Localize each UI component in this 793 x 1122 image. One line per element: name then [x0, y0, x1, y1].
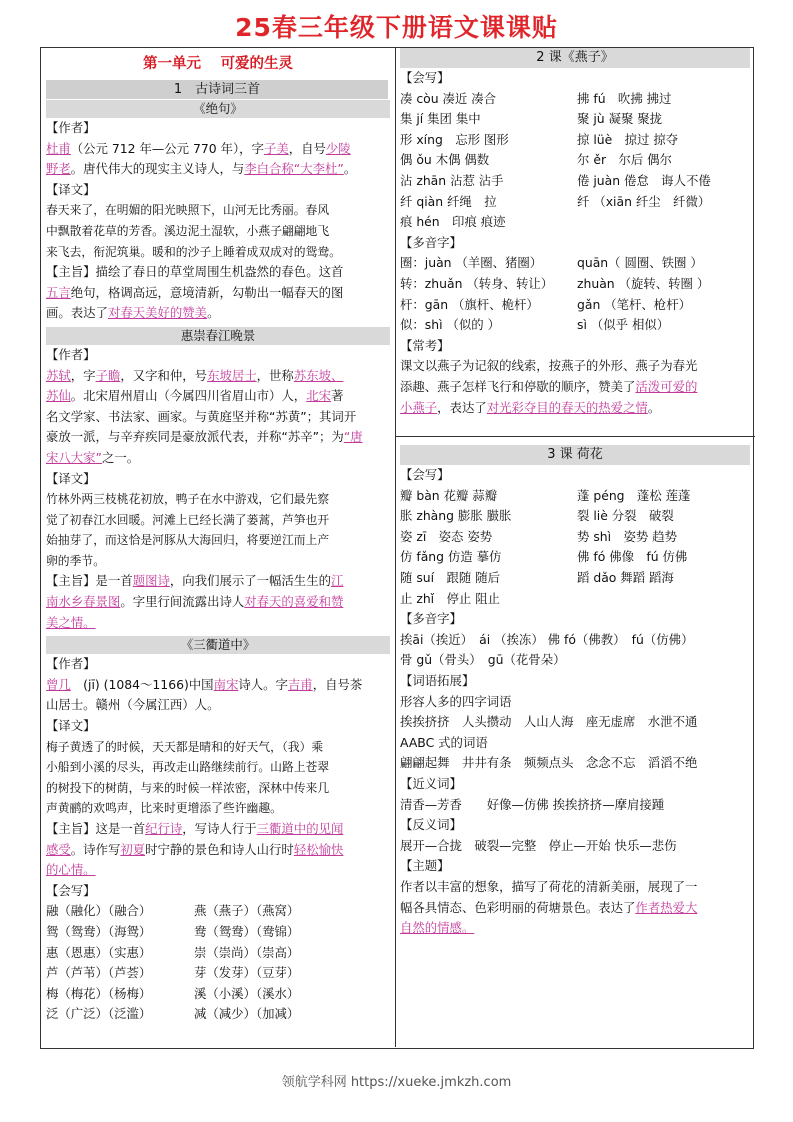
highlight-text: 苏轼: [46, 367, 71, 383]
text-line: [46, 695, 390, 716]
text-line: 始抽芽了，而这恰是河豚从大海回归，将要逆江而上产: [46, 533, 330, 548]
table-cell: 芽（发芽）（豆芽）: [194, 965, 300, 981]
text-line: 觉了初春江水回暖。河滩上已经长满了蒌蒿，芦笋也开: [46, 512, 330, 527]
highlight-text: 感受: [46, 841, 71, 857]
lesson-2-title: 2 课《燕子》: [400, 48, 750, 68]
highlight-text: 三衢道中的见闻: [256, 821, 344, 836]
table-cell: 芦（芦苇）（芦荟）: [46, 965, 152, 981]
text-line: [46, 860, 390, 881]
text-line: [46, 386, 390, 407]
table-cell: 圈：juàn （羊圈、猪圈）: [400, 255, 543, 271]
text-line: [46, 592, 390, 613]
text-segment: 添趣、燕子怎样飞行和停歇的顺序，赞美了: [400, 378, 636, 394]
text-line: [46, 303, 390, 324]
text-segment: 【主旨】描绘了春日的草堂周围生机盎然的春色。这首: [46, 264, 344, 280]
section-heading: 【作者】: [46, 346, 96, 362]
table-row: [400, 295, 750, 316]
highlight-text: 初夏: [120, 841, 146, 857]
antonym-line: 展开—合拢 破裂—完整 停止—开始 快乐—悲伤: [400, 837, 677, 853]
table-cell: 沾 zhān 沾惹 沾手: [400, 172, 504, 188]
synonym-line: 清香—芳香 好像—仿佛 挨挨挤挤—摩肩接踵: [400, 796, 665, 812]
text-segment: 名文学家、书法家、画家。与黄庭坚并称“苏黄”；其词开: [46, 408, 357, 424]
table-cell: 胀 zhàng 膨胀 臌胀: [400, 508, 512, 524]
table-row: [400, 274, 750, 295]
section-heading: 【作者】: [46, 656, 96, 672]
page-title: 25春三年级下册语文课课贴: [235, 13, 558, 42]
table-row: [46, 922, 390, 943]
text-line: 梅子黄透了的时候，天天都是晴和的好天气，（我）乘: [46, 739, 324, 754]
text-line: [46, 571, 390, 592]
table-cell: 转：zhuǎn （转身、转让）: [400, 275, 554, 291]
table-row: [400, 506, 750, 527]
text-segment: 。唐代伟大的现实主义诗人，与: [70, 161, 245, 177]
text-line: 翩翩起舞 井井有条 频频点头 念念不忘 滔滔不绝: [400, 755, 698, 771]
text-line: 来飞去，衔泥筑巢。暖和的沙子上睡着成双成对的鸳鸯。: [46, 244, 341, 259]
table-cell: 鸳（鸳鸯）（海鸳）: [46, 923, 152, 939]
text-segment: 【主旨】这是一首: [46, 821, 146, 836]
table-cell: gǎn （笔杆、枪杆）: [577, 296, 691, 312]
table-row: [400, 315, 750, 336]
table-row: [400, 547, 750, 568]
table-cell: 偶 ǒu 木偶 偶数: [400, 152, 490, 168]
table-row: [400, 109, 750, 130]
highlight-text: 南宋: [213, 676, 239, 692]
highlight-text: 轻松愉快: [293, 841, 344, 857]
table-cell: 止 zhǐ 停止 阻止: [400, 590, 501, 606]
table-row: [400, 171, 750, 192]
text-segment: ，自号茶: [312, 676, 363, 692]
table-cell: 拂 fú 吹拂 拂过: [577, 90, 672, 106]
table-cell: 惠（恩惠）（实惠）: [46, 944, 152, 960]
text-segment: ，写诗人行于: [182, 821, 257, 836]
highlight-text: 苏仙: [46, 388, 71, 404]
text-segment: 。: [343, 161, 357, 177]
highlight-text: 活泼可爱的: [635, 378, 698, 394]
table-row: [400, 568, 750, 589]
highlight-text: “唐: [343, 429, 363, 445]
highlight-text: 李白合称“大李杜”: [244, 161, 344, 177]
highlight-text: 五言: [46, 284, 71, 300]
theme-text: [400, 877, 750, 939]
section-heading: 【译文】: [46, 181, 96, 197]
text-segment: 【主旨】是一首: [46, 573, 133, 589]
text-line: [46, 427, 390, 448]
table-row: [400, 89, 750, 110]
right-column: [400, 48, 750, 939]
text-segment: 之一。: [101, 449, 140, 465]
text-segment: 山居士。赣州（今属江西）人。: [46, 697, 220, 713]
text-line: [46, 262, 390, 283]
translation-text: [46, 200, 390, 262]
table-cell: 凑 còu 凑近 凑合: [400, 90, 497, 106]
highlight-text: 杜甫: [46, 140, 71, 156]
table-cell: 燕（燕子）（燕窝）: [194, 903, 300, 919]
text-segment: ，世称: [256, 367, 294, 383]
text-line: [400, 398, 750, 419]
table-cell: 仿 fǎng 仿造 摹仿: [400, 549, 502, 565]
text-line: [400, 918, 750, 939]
theme-text: [46, 819, 390, 881]
table-cell: 杆：gān （旗杆、桅杆）: [400, 296, 539, 312]
table-row: [400, 130, 750, 151]
text-line: [400, 356, 750, 377]
section-heading: 【近义词】: [400, 776, 462, 791]
text-line: 骨 gǔ（骨头） gū（花骨朵）: [400, 652, 566, 668]
poem-title: 《绝句》: [46, 100, 390, 118]
section-heading: 【词语拓展】: [400, 673, 475, 689]
text-line: [46, 675, 390, 696]
author-text: [46, 675, 390, 716]
text-line: AABC 式的词语: [400, 734, 488, 750]
text-segment: 。北宋眉州眉山（今属四川省眉山市）人，: [70, 388, 307, 404]
table-cell: 集 jí 集团 集中: [400, 111, 481, 127]
table-cell: 形 xíng 忘形 图形: [400, 131, 509, 147]
text-segment: ，字: [70, 367, 96, 383]
column-divider: [395, 47, 396, 1047]
table-cell: 蹈 dǎo 舞蹈 蹈海: [577, 570, 674, 586]
text-line: [46, 366, 390, 387]
table-cell: 痕 hén 印痕 痕迹: [400, 214, 506, 230]
left-column: [46, 50, 390, 1025]
text-line: 小船到小溪的尽头，再改走山路继续前行。山路上苍翠: [46, 760, 330, 775]
table-cell: sì （似乎 相似）: [577, 317, 670, 333]
write-table: [400, 486, 750, 610]
table-cell: 瓣 bàn 花瓣 蒜瓣: [400, 487, 498, 503]
highlight-text: 宋八大家”: [46, 449, 102, 465]
text-line: 挨挨挤挤 人头攒动 人山人海 座无虚席 水泄不通: [400, 714, 698, 730]
text-segment: 幅各具情态、色彩明丽的荷塘景色。表达了: [400, 899, 636, 915]
section-heading: 【会写】: [400, 70, 450, 85]
section-heading: 【多音字】: [400, 611, 462, 627]
table-cell: 倦 juàn 倦怠 诲人不倦: [577, 172, 711, 188]
table-cell: zhuàn （旋转、转圈 ）: [577, 275, 710, 291]
highlight-text: 东坡居士: [207, 367, 257, 383]
text-segment: 豪放一派，与辛弃疾同是豪放派代表，并称“苏辛”；为: [46, 429, 344, 445]
section-heading: 【反义词】: [400, 817, 462, 833]
highlight-text: 纪行诗: [145, 821, 183, 836]
table-cell: 泛（广泛）（泛滥）: [46, 1006, 152, 1022]
table-row: [400, 212, 750, 233]
table-cell: 姿 zī 姿态 姿势: [400, 528, 493, 544]
text-segment: 。诗作写: [70, 841, 121, 857]
lesson-3-title: 3 课 荷花: [400, 445, 750, 465]
table-cell: 聚 jù 凝聚 聚拢: [577, 111, 663, 127]
table-cell: 鸯（鸳鸯）（鸯锦）: [194, 923, 300, 939]
highlight-text: 子美: [263, 140, 289, 156]
highlight-text: 南水乡春景图: [46, 594, 121, 610]
text-line: 竹林外两三枝桃花初放，鸭子在水中游戏，它们最先察: [46, 492, 330, 507]
text-segment: 课文以燕子为记叙的线索，按燕子的外形、燕子为春光: [400, 358, 698, 374]
highlight-text: 江: [330, 573, 344, 589]
highlight-text: 小燕子: [400, 399, 438, 415]
text-line: [46, 283, 390, 304]
highlight-text: 少陵: [325, 140, 351, 156]
author-text: [46, 366, 390, 469]
table-cell: 溪（小溪）（溪水）: [194, 985, 300, 1001]
table-cell: 势 shì 姿势 趋势: [577, 528, 677, 544]
text-segment: ，向我们展示了一幅活生生的: [169, 573, 331, 589]
text-line: [46, 448, 390, 469]
text-segment: 诗人。字: [238, 676, 288, 692]
lesson-title: 1 古诗词三首: [46, 80, 388, 99]
theme-text: [46, 262, 390, 324]
text-line: [46, 407, 390, 428]
section-heading: 【多音字】: [400, 234, 462, 250]
highlight-text: 对春天美好的赞美: [107, 305, 208, 321]
polyphone-text: [400, 630, 750, 671]
table-row: [400, 150, 750, 171]
text-segment: 作者以丰富的想象，描写了荷花的清新美丽，展现了一: [400, 878, 698, 894]
text-segment: 。: [207, 305, 220, 321]
table-cell: 减（减少）（加减）: [194, 1006, 300, 1022]
text-line: [400, 377, 750, 398]
translation-text: [46, 489, 390, 571]
text-segment: 。字里行间流露出诗人: [120, 594, 245, 610]
theme-text: [46, 571, 390, 633]
table-cell: 纤 （xiān 纤尘 纤微）: [577, 193, 711, 209]
table-cell: quān（ 圆圈、铁圈 ）: [577, 255, 703, 271]
common-text: [400, 356, 750, 418]
text-line: [46, 840, 390, 861]
write-table: [46, 901, 390, 1025]
highlight-text: 对春天的喜爱和赞: [244, 594, 344, 610]
table-cell: 裂 liè 分裂 破裂: [577, 508, 674, 524]
section-heading: 【作者】: [46, 120, 96, 135]
translation-text: [46, 737, 390, 819]
highlight-text: 对光彩夺目的春天的热爱之情: [486, 399, 648, 415]
table-row: [400, 527, 750, 548]
table-row: [400, 589, 750, 610]
text-line: [46, 159, 390, 180]
table-row: [46, 963, 390, 984]
text-segment: 著: [330, 388, 344, 404]
table-cell: 随 suí 跟随 随后: [400, 570, 500, 586]
section-heading: 【常考】: [400, 337, 450, 353]
text-line: 形容人多的四字词语: [400, 693, 512, 709]
author-text: [46, 139, 390, 180]
text-line: 挨āi（挨近） ái （挨冻） 佛 fó（佛教） fú（仿佛）: [400, 631, 694, 647]
extension-text: [400, 692, 750, 774]
text-line: 卵的季节。: [46, 553, 105, 568]
highlight-text: 作者热爱大: [635, 899, 698, 915]
highlight-text: 野老: [46, 161, 71, 177]
highlight-text: 题图诗: [132, 573, 170, 589]
text-segment: 绝句，格调高远，意境清新，勾勒出一幅春天的图: [70, 284, 344, 300]
text-segment: 画。表达了: [46, 305, 108, 321]
text-segment: （公元 712 年—公元 770 年），字: [70, 140, 264, 156]
highlight-text: 美之情。: [46, 614, 96, 630]
section-heading: 【会写】: [46, 882, 96, 898]
text-line: [46, 613, 390, 634]
poem-title: 《三衢道中》: [46, 636, 390, 654]
text-segment: ，自号: [288, 140, 326, 156]
highlight-text: 子瞻: [95, 367, 121, 383]
table-cell: 蓬 péng 蓬松 莲蓬: [577, 487, 691, 503]
table-cell: 尔 ěr 尔后 偶尔: [577, 152, 672, 168]
text-segment: 。: [647, 399, 661, 415]
highlight-text: 自然的情感。: [400, 920, 475, 936]
table-row: [400, 192, 750, 213]
section-heading: 【译文】: [46, 718, 96, 734]
highlight-text: 吉甫: [287, 676, 313, 692]
table-row: [46, 943, 390, 964]
section-heading: 【会写】: [400, 467, 450, 483]
highlight-text: 北宋: [306, 388, 331, 404]
text-line: 声黄鹂的欢鸣声，比来时更增添了些许幽趣。: [46, 801, 282, 816]
table-cell: 纤 qiàn 纤绳 拉: [400, 193, 497, 209]
text-line: 的树投下的树荫，与来的时候一样浓密，深林中传来几: [46, 780, 330, 795]
table-row: [46, 901, 390, 922]
polyphone-table: [400, 253, 750, 335]
text-segment: ，又字和仲，号: [120, 367, 208, 383]
text-segment: ，表达了: [437, 399, 487, 415]
table-row: [46, 1004, 390, 1025]
table-cell: 似：shì （似的 ）: [400, 317, 500, 333]
highlight-text: 曾几: [46, 676, 71, 692]
highlight-text: 苏东坡、: [293, 367, 344, 383]
section-heading: 【主题】: [400, 858, 450, 874]
table-cell: 融（融化）（融合）: [46, 903, 152, 919]
write-table: [400, 89, 750, 233]
table-row: [400, 486, 750, 507]
table-cell: 崇（崇尚）（崇高）: [194, 944, 300, 960]
text-line: 春天来了，在明媚的阳光映照下，山河无比秀丽。春风: [46, 203, 330, 218]
lesson-divider: [395, 436, 755, 437]
text-line: [46, 819, 390, 840]
table-row: [400, 253, 750, 274]
text-line: 中飘散着花草的芳香。溪边泥土湿软，小燕子翩翩地飞: [46, 223, 330, 238]
text-line: [400, 898, 750, 919]
table-cell: 掠 lüè 掠过 掠夺: [577, 131, 679, 147]
poem-title: 惠崇春江晚景: [46, 327, 390, 345]
unit-title: 第一单元 可爱的生灵: [142, 56, 294, 72]
footer-source: 领航学科网 https://xueke.jmkzh.com: [281, 1075, 512, 1090]
text-segment: 时宁静的景色和诗人山行时: [145, 841, 294, 857]
table-cell: 佛 fó 佛像 fú 仿佛: [577, 549, 688, 565]
section-heading: 【译文】: [46, 470, 96, 486]
text-line: [46, 139, 390, 160]
table-row: [46, 984, 390, 1005]
text-segment: (jī) (1084～1166)中国: [70, 676, 214, 692]
table-cell: 梅（梅花）（杨梅）: [46, 985, 152, 1001]
highlight-text: 的心情。: [46, 862, 96, 878]
text-line: [400, 877, 750, 898]
